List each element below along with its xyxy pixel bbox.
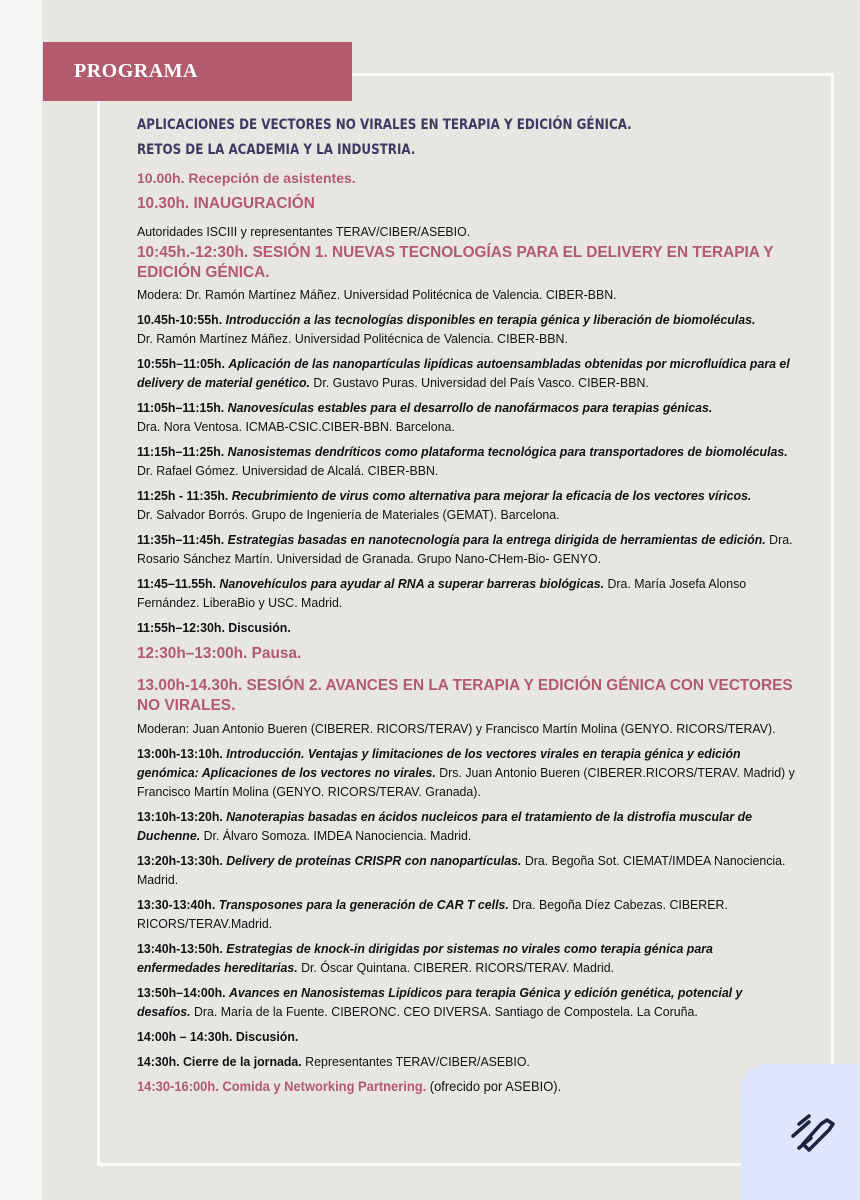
talk-item — [137, 939, 795, 977]
event-title — [137, 113, 797, 163]
closing-label: 14:30h. Cierre de la jornada. — [137, 1054, 302, 1069]
talk-item — [137, 983, 795, 1021]
talk-item — [137, 530, 795, 568]
lunch-desc: (ofrecido por ASEBIO). — [429, 1079, 562, 1094]
talk-topic: Introducción a las tecnologías disponibles en terapia génica y liberación de biomoléculas. — [225, 312, 756, 327]
talk-item — [137, 442, 795, 480]
title-line-2: RETOS DE LA ACADEMIA Y LA INDUSTRIA. — [137, 142, 416, 158]
inauguration-item: 10.30h. INAUGURACIÓN — [137, 195, 315, 212]
talk-item — [137, 398, 795, 436]
page-margin — [0, 0, 42, 1200]
talk-speaker: Dra. María de la Fuente. CIBERONC. CEO DIVERSA. Santiago de Compostela. La Coruña. — [193, 1004, 698, 1019]
lunch-label: 14:30-16:00h. Comida y Networking Partnering. — [137, 1079, 427, 1094]
talk-speaker: Drs. Juan Antonio Bueren (CIBERER.RICORS/TERAV. Madrid) y Francisco Martín Molina (GENYO. RICORS/TERAV. Granada). — [137, 765, 795, 799]
talk-speaker: Dra. Nora Ventosa. ICMAB-CSIC.CIBER-BBN. Barcelona. — [137, 419, 455, 434]
talk-time: 13:20h-13:30h. — [137, 853, 223, 868]
talk-item — [137, 895, 795, 933]
program-content — [137, 113, 797, 1096]
talk-time: 13:00h-13:10h. — [137, 746, 223, 761]
talk-item — [137, 807, 795, 845]
talk-item — [137, 486, 795, 524]
pause-item: 12:30h–13:00h. Pausa. — [137, 645, 302, 662]
talk-time: 13:50h–14:00h. — [137, 985, 226, 1000]
talk-speaker: Dr. Álvaro Somoza. IMDEA Nanociencia. Madrid. — [203, 828, 472, 843]
talk-time: 10:55h–11:05h. — [137, 356, 225, 371]
talk-speaker: Dra. María Josefa Alonso Fernández. LiberaBio y USC. Madrid. — [137, 576, 747, 610]
session1-title: 10:45h.-12:30h. SESIÓN 1. NUEVAS TECNOLOGÍAS PARA EL DELIVERY EN TERAPIA Y EDICIÓN GÉNICA. — [137, 244, 774, 281]
talk-topic: Estrategias basadas en nanotecnología para la entrega dirigida de herramientas de edición. — [227, 532, 766, 547]
session2-moderator: Moderan: Juan Antonio Bueren (CIBERER. RICORS/TERAV) y Francisco Martín Molina (GENYO. RICORS/TERAV). — [137, 721, 776, 736]
talk-item — [137, 744, 795, 801]
closing-desc: Representantes TERAV/CIBER/ASEBIO. — [305, 1054, 530, 1069]
session1-discussion — [137, 618, 795, 637]
talk-time: 11:25h - 11:35h. — [137, 488, 229, 503]
talk-topic: Avances en Nanosistemas Lipídicos para terapia Génica y edición genética, potencial y desafíos. — [137, 985, 743, 1019]
session1-talks — [137, 310, 797, 612]
session1-discussion-label: 11:55h–12:30h. Discusión. — [137, 620, 291, 635]
talk-topic: Nanosistemas dendríticos como plataforma tecnológica para transportadores de biomoléculas. — [227, 444, 788, 459]
session1-moderator: Modera: Dr. Ramón Martínez Máñez. Universidad Politécnica de Valencia. CIBER-BBN. — [137, 287, 617, 302]
talk-topic: Nanovehículos para ayudar al RNA a superar barreras biológicas. — [219, 576, 605, 591]
reception-item: 10.00h. Recepción de asistentes. — [137, 170, 356, 186]
talk-item — [137, 310, 795, 348]
talk-topic: Nanoterapias basadas en ácidos nucleicos para el tratamiento de la distrofia muscular de Duchenne. — [137, 809, 753, 843]
talk-speaker: Dr. Gustavo Puras. Universidad del País Vasco. CIBER-BBN. — [313, 375, 649, 390]
lunch-item — [137, 1077, 795, 1096]
talk-speaker: Dr. Rafael Gómez. Universidad de Alcalá. CIBER-BBN. — [137, 463, 439, 478]
talk-topic: Recubrimiento de virus como alternativa para mejorar la eficacia de los vectores víricos. — [231, 488, 752, 503]
talk-speaker: Dr. Ramón Martínez Máñez. Universidad Politécnica de Valencia. CIBER-BBN. — [137, 331, 568, 346]
session2-title: 13.00h-14.30h. SESIÓN 2. AVANCES EN LA TERAPIA Y EDICIÓN GÉNICA CON VECTORES NO VIRALES. — [137, 677, 793, 714]
talk-item — [137, 354, 795, 392]
talk-time: 13:40h-13:50h. — [137, 941, 223, 956]
talk-item — [137, 851, 795, 889]
talk-time: 11:05h–11:15h. — [137, 400, 225, 415]
talk-time: 11:45–11.55h. — [137, 576, 216, 591]
talk-topic: Estrategias de knock-in dirigidas por sistemas no virales como terapia génica para enfermedades hereditarias. — [137, 941, 713, 975]
inauguration-desc: Autoridades ISCIII y representantes TERAV/CIBER/ASEBIO. — [137, 224, 471, 239]
session2-discussion-label: 14:00h – 14:30h. Discusión. — [137, 1029, 299, 1044]
pen-edit-icon — [789, 1110, 835, 1156]
talk-topic: Introducción. Ventajas y limitaciones de los vectores virales en terapia génica y edición genómica: Aplicaciones de los vectores no virales. — [137, 746, 741, 780]
talk-topic: Delivery de proteínas CRISPR con nanopartículas. — [226, 853, 522, 868]
talk-speaker: Dr. Óscar Quintana. CIBERER. RICORS/TERAV. Madrid. — [301, 960, 615, 975]
talk-topic: Aplicación de las nanopartículas lipídicas autoensambladas obtenidas por microfluídica para el delivery de material genético. — [137, 356, 790, 390]
talk-speaker: Dr. Salvador Borrós. Grupo de Ingeniería de Materiales (GEMAT). Barcelona. — [137, 507, 560, 522]
talk-topic: Transposones para la generación de CAR T cells. — [218, 897, 509, 912]
edit-button[interactable] — [741, 1064, 860, 1200]
talk-speaker: Dra. Begoña Sot. CIEMAT/IMDEA Nanociencia. Madrid. — [137, 853, 786, 887]
talk-time: 11:35h–11:45h. — [137, 532, 225, 547]
session2-discussion — [137, 1027, 795, 1046]
talk-speaker: Dra. Begoña Díez Cabezas. CIBERER. RICORS/TERAV.Madrid. — [137, 897, 728, 931]
talk-topic: Nanovesículas estables para el desarrollo de nanofármacos para terapias génicas. — [227, 400, 713, 415]
talk-speaker: Dra. Rosario Sánchez Martín. Universidad de Granada. Grupo Nano-CHem-Bio- GENYO. — [137, 532, 793, 566]
talk-item — [137, 574, 795, 612]
talk-time: 13:30-13:40h. — [137, 897, 216, 912]
section-banner: PROGRAMA — [43, 42, 352, 101]
title-line-1: APLICACIONES DE VECTORES NO VIRALES EN TERAPIA Y EDICIÓN GÉNICA. — [137, 117, 632, 133]
talk-time: 11:15h–11:25h. — [137, 444, 225, 459]
closing-item — [137, 1052, 795, 1071]
session2-talks — [137, 744, 797, 1021]
talk-time: 13:10h-13:20h. — [137, 809, 223, 824]
talk-time: 10.45h-10:55h. — [137, 312, 223, 327]
